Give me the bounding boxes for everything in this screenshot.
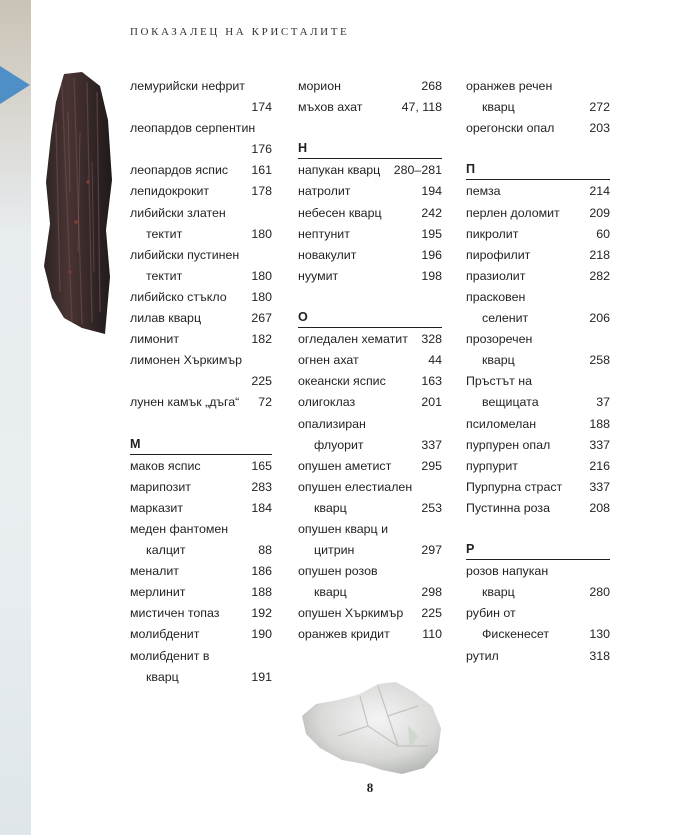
entry-term: новакулит bbox=[298, 247, 357, 262]
index-entry bbox=[130, 582, 272, 603]
entry-page: 194 bbox=[421, 184, 442, 199]
entry-page: 280 bbox=[589, 585, 610, 600]
index-entry bbox=[298, 392, 442, 413]
index-letter-heading: О bbox=[298, 308, 442, 328]
entry-page: 295 bbox=[421, 458, 442, 473]
index-entry bbox=[130, 603, 272, 624]
entry-term: натролит bbox=[298, 184, 351, 199]
index-entry bbox=[130, 224, 272, 245]
index-entry bbox=[466, 392, 610, 413]
entry-term: Фискенесет bbox=[482, 627, 550, 642]
index-entry bbox=[466, 456, 610, 477]
index-entry bbox=[466, 477, 610, 498]
entry-page: 214 bbox=[589, 184, 610, 199]
entry-term: оранжев кридит bbox=[298, 627, 390, 642]
entry-term: кварц bbox=[482, 585, 515, 600]
index-letter-heading: М bbox=[130, 435, 272, 455]
entry-page: 208 bbox=[589, 500, 610, 515]
entry-term: лилав кварц bbox=[130, 311, 202, 326]
entry-page: 216 bbox=[589, 458, 610, 473]
entry-term: рубин от bbox=[466, 606, 516, 621]
entry-term: морион bbox=[298, 79, 341, 93]
entry-term: селенит bbox=[482, 311, 529, 326]
index-entry bbox=[130, 456, 272, 477]
index-entry bbox=[466, 181, 610, 202]
entry-term: олигоклаз bbox=[298, 395, 356, 410]
entry-term: кварц bbox=[314, 500, 347, 515]
index-entry bbox=[298, 329, 442, 350]
index-entry bbox=[130, 561, 272, 582]
index-entry bbox=[466, 245, 610, 266]
index-entry bbox=[298, 181, 442, 202]
entry-page: 180 bbox=[251, 226, 272, 241]
entry-term: пурпурен опал bbox=[466, 437, 551, 452]
index-entry bbox=[130, 519, 272, 540]
entry-term: маков яспис bbox=[130, 458, 201, 473]
entry-page: 209 bbox=[589, 205, 610, 220]
entry-term: мистичен топаз bbox=[130, 606, 220, 621]
entry-term: прасковен bbox=[466, 289, 526, 304]
entry-page: 44 bbox=[428, 353, 442, 368]
index-letter-heading: П bbox=[466, 160, 610, 180]
entry-page: 174 bbox=[251, 100, 272, 115]
entry-page: 242 bbox=[421, 205, 442, 220]
index-entry bbox=[298, 414, 442, 435]
index-entry bbox=[130, 76, 272, 97]
entry-term: псиломелан bbox=[466, 416, 537, 431]
entry-term: нуумит bbox=[298, 268, 339, 283]
index-entry bbox=[298, 540, 442, 561]
entry-term: рутил bbox=[466, 648, 499, 663]
entry-term: Пурпурна страст bbox=[466, 479, 563, 494]
page-edge-strip bbox=[0, 0, 31, 835]
entry-page: 37 bbox=[596, 395, 610, 410]
entry-term: лемурийски нефрит bbox=[130, 79, 245, 93]
index-entry bbox=[466, 308, 610, 329]
entry-page: 72 bbox=[258, 395, 272, 410]
entry-term: опушен елестиален bbox=[298, 479, 413, 494]
entry-page: 258 bbox=[589, 353, 610, 368]
entry-term: молибденит bbox=[130, 627, 200, 642]
spacer bbox=[298, 287, 442, 308]
section-arrow-icon bbox=[0, 66, 30, 104]
entry-page: 180 bbox=[251, 289, 272, 304]
entry-term: мъхов ахат bbox=[298, 100, 363, 115]
index-entry bbox=[298, 160, 442, 181]
index-entry bbox=[130, 118, 272, 139]
index-entry bbox=[130, 139, 272, 160]
index-entry bbox=[466, 329, 610, 350]
index-entry bbox=[466, 203, 610, 224]
index-entry bbox=[466, 118, 610, 139]
entry-page: 272 bbox=[589, 100, 610, 115]
entry-page: 88 bbox=[258, 543, 272, 558]
index-entry bbox=[130, 329, 272, 350]
index-entry bbox=[466, 624, 610, 645]
index-entry bbox=[466, 561, 610, 582]
index-entry bbox=[130, 287, 272, 308]
entry-term: вещицата bbox=[482, 395, 539, 410]
entry-page: 225 bbox=[251, 374, 272, 389]
entry-page: 130 bbox=[589, 627, 610, 642]
index-entry bbox=[130, 392, 272, 413]
entry-term: тектит bbox=[146, 268, 183, 283]
index-entry bbox=[298, 582, 442, 603]
index-entry bbox=[298, 477, 442, 498]
entry-term: огледален хематит bbox=[298, 332, 408, 347]
index-entry bbox=[130, 245, 272, 266]
index-entry bbox=[130, 160, 272, 181]
index-entry bbox=[298, 245, 442, 266]
entry-term: оранжев речен bbox=[466, 79, 553, 93]
index-entry bbox=[298, 519, 442, 540]
spacer bbox=[130, 414, 272, 435]
index-entry bbox=[298, 371, 442, 392]
entry-term: меналит bbox=[130, 564, 179, 579]
entry-term: опушен кварц и bbox=[298, 521, 389, 536]
index-entry bbox=[466, 224, 610, 245]
entry-page: 60 bbox=[596, 226, 610, 241]
index-entry bbox=[466, 414, 610, 435]
entry-term: огнен ахат bbox=[298, 353, 359, 368]
spacer bbox=[466, 139, 610, 160]
index-entry bbox=[130, 646, 272, 667]
entry-page: 184 bbox=[251, 500, 272, 515]
entry-term: пирофилит bbox=[466, 247, 531, 262]
entry-term: кварц bbox=[146, 669, 179, 684]
entry-term: кварц bbox=[482, 100, 515, 115]
entry-page: 206 bbox=[589, 311, 610, 326]
entry-term: лунен камък „дъга“ bbox=[130, 395, 240, 410]
entry-page: 196 bbox=[421, 247, 442, 262]
entry-term: флуорит bbox=[314, 437, 364, 452]
entry-page: 161 bbox=[251, 163, 272, 178]
entry-page: 47, 118 bbox=[401, 100, 442, 115]
entry-term: Пустинна роза bbox=[466, 500, 550, 515]
index-entry bbox=[298, 266, 442, 287]
spacer bbox=[298, 118, 442, 139]
index-entry bbox=[466, 435, 610, 456]
entry-page: 188 bbox=[589, 416, 610, 431]
entry-page: 110 bbox=[422, 627, 442, 642]
entry-term: нептунит bbox=[298, 226, 350, 241]
index-entry bbox=[130, 477, 272, 498]
entry-page: 337 bbox=[589, 479, 610, 494]
index-entry bbox=[130, 308, 272, 329]
index-entry bbox=[466, 646, 610, 667]
entry-term: перлен доломит bbox=[466, 205, 560, 220]
entry-term: лимонит bbox=[130, 332, 179, 347]
entry-term: цитрин bbox=[314, 543, 355, 558]
entry-page: 198 bbox=[421, 268, 442, 283]
entry-page: 298 bbox=[421, 585, 442, 600]
entry-term: опушен Хъркимър bbox=[298, 606, 404, 621]
entry-page: 297 bbox=[421, 543, 442, 558]
index-entry bbox=[466, 287, 610, 308]
index-entry bbox=[466, 97, 610, 118]
index-entry bbox=[298, 456, 442, 477]
entry-term: либийски златен bbox=[130, 205, 226, 220]
entry-term: калцит bbox=[146, 543, 186, 558]
entry-term: лимонен Хъркимър bbox=[130, 353, 242, 368]
index-entry bbox=[130, 350, 272, 371]
entry-page: 337 bbox=[589, 437, 610, 452]
index-entry bbox=[298, 203, 442, 224]
index-letter-heading: Н bbox=[298, 139, 442, 159]
entry-term: лепидокрокит bbox=[130, 184, 210, 199]
entry-page: 192 bbox=[251, 606, 272, 621]
index-entry bbox=[130, 181, 272, 202]
entry-page: 328 bbox=[421, 332, 442, 347]
index-entry bbox=[130, 97, 272, 118]
entry-term: опушен аметист bbox=[298, 458, 392, 473]
entry-page: 186 bbox=[251, 564, 272, 579]
index-entry bbox=[130, 266, 272, 287]
index-entry bbox=[130, 667, 272, 688]
index-entry bbox=[466, 371, 610, 392]
entry-page: 178 bbox=[251, 184, 272, 199]
entry-page: 283 bbox=[251, 479, 272, 494]
index-entry bbox=[298, 224, 442, 245]
index-entry bbox=[298, 76, 442, 97]
dark-mineral-image bbox=[42, 72, 112, 337]
entry-page: 218 bbox=[589, 247, 610, 262]
entry-page: 268 bbox=[421, 79, 442, 93]
entry-term: пурпурит bbox=[466, 458, 518, 473]
entry-page: 176 bbox=[251, 142, 272, 157]
index-entry bbox=[298, 435, 442, 456]
index-entry bbox=[466, 76, 610, 97]
spacer bbox=[466, 519, 610, 540]
entry-term: либийско стъкло bbox=[130, 289, 227, 304]
index-entry bbox=[130, 203, 272, 224]
entry-term: пемза bbox=[466, 184, 501, 199]
entry-page: 253 bbox=[421, 500, 442, 515]
index-entry bbox=[466, 603, 610, 624]
index-entry bbox=[466, 498, 610, 519]
entry-term: тектит bbox=[146, 226, 183, 241]
index-entry bbox=[130, 624, 272, 645]
entry-term: празиолит bbox=[466, 268, 526, 283]
entry-term: марипозит bbox=[130, 479, 191, 494]
entry-term: кварц bbox=[314, 585, 347, 600]
entry-page: 188 bbox=[251, 585, 272, 600]
entry-term: опушен розов bbox=[298, 564, 378, 579]
index-entry bbox=[130, 540, 272, 561]
index-entry bbox=[298, 97, 442, 118]
index-entry bbox=[130, 371, 272, 392]
entry-term: пикролит bbox=[466, 226, 519, 241]
entry-term: кварц bbox=[482, 353, 515, 368]
index-entry bbox=[298, 603, 442, 624]
entry-term: либийски пустинен bbox=[130, 247, 240, 262]
entry-page: 267 bbox=[251, 311, 272, 326]
index-column-1 bbox=[130, 76, 272, 688]
entry-page: 163 bbox=[421, 374, 442, 389]
quartz-mineral-image bbox=[298, 676, 443, 776]
index-entry bbox=[466, 350, 610, 371]
entry-page: 225 bbox=[421, 606, 442, 621]
index-entry bbox=[130, 498, 272, 519]
entry-term: Пръстът на bbox=[466, 374, 533, 389]
entry-term: леопардов яспис bbox=[130, 163, 229, 178]
index-column-2 bbox=[298, 76, 442, 646]
entry-page: 282 bbox=[589, 268, 610, 283]
entry-page: 203 bbox=[589, 121, 610, 136]
entry-term: небесен кварц bbox=[298, 205, 382, 220]
entry-page: 191 bbox=[251, 669, 272, 684]
page-header: ПОКАЗАЛЕЦ НА КРИСТАЛИТЕ bbox=[130, 26, 350, 38]
entry-term: океански яспис bbox=[298, 374, 386, 389]
index-entry bbox=[466, 266, 610, 287]
entry-page: 195 bbox=[421, 226, 442, 241]
entry-page: 318 bbox=[589, 648, 610, 663]
entry-term: меден фантомен bbox=[130, 521, 229, 536]
entry-page: 180 bbox=[251, 268, 272, 283]
page-number: 8 bbox=[366, 780, 374, 795]
index-entry bbox=[298, 350, 442, 371]
entry-term: опализиран bbox=[298, 416, 366, 431]
index-entry bbox=[466, 582, 610, 603]
entry-page: 280–281 bbox=[393, 163, 442, 178]
entry-term: прозоречен bbox=[466, 332, 533, 347]
index-column-3 bbox=[466, 76, 610, 667]
entry-term: молибденит в bbox=[130, 648, 210, 663]
index-entry bbox=[298, 624, 442, 645]
entry-term: марказит bbox=[130, 500, 184, 515]
entry-term: розов напукан bbox=[466, 564, 549, 579]
entry-term: орегонски опал bbox=[466, 121, 555, 136]
entry-page: 190 bbox=[251, 627, 272, 642]
index-letter-heading: Р bbox=[466, 540, 610, 560]
index-entry bbox=[298, 498, 442, 519]
entry-page: 182 bbox=[251, 332, 272, 347]
entry-term: напукан кварц bbox=[298, 163, 381, 178]
entry-page: 165 bbox=[251, 458, 272, 473]
entry-term: леопардов серпентин bbox=[130, 121, 256, 136]
index-entry bbox=[298, 561, 442, 582]
entry-page: 201 bbox=[421, 395, 442, 410]
entry-page: 337 bbox=[421, 437, 442, 452]
entry-term: мерлинит bbox=[130, 585, 186, 600]
